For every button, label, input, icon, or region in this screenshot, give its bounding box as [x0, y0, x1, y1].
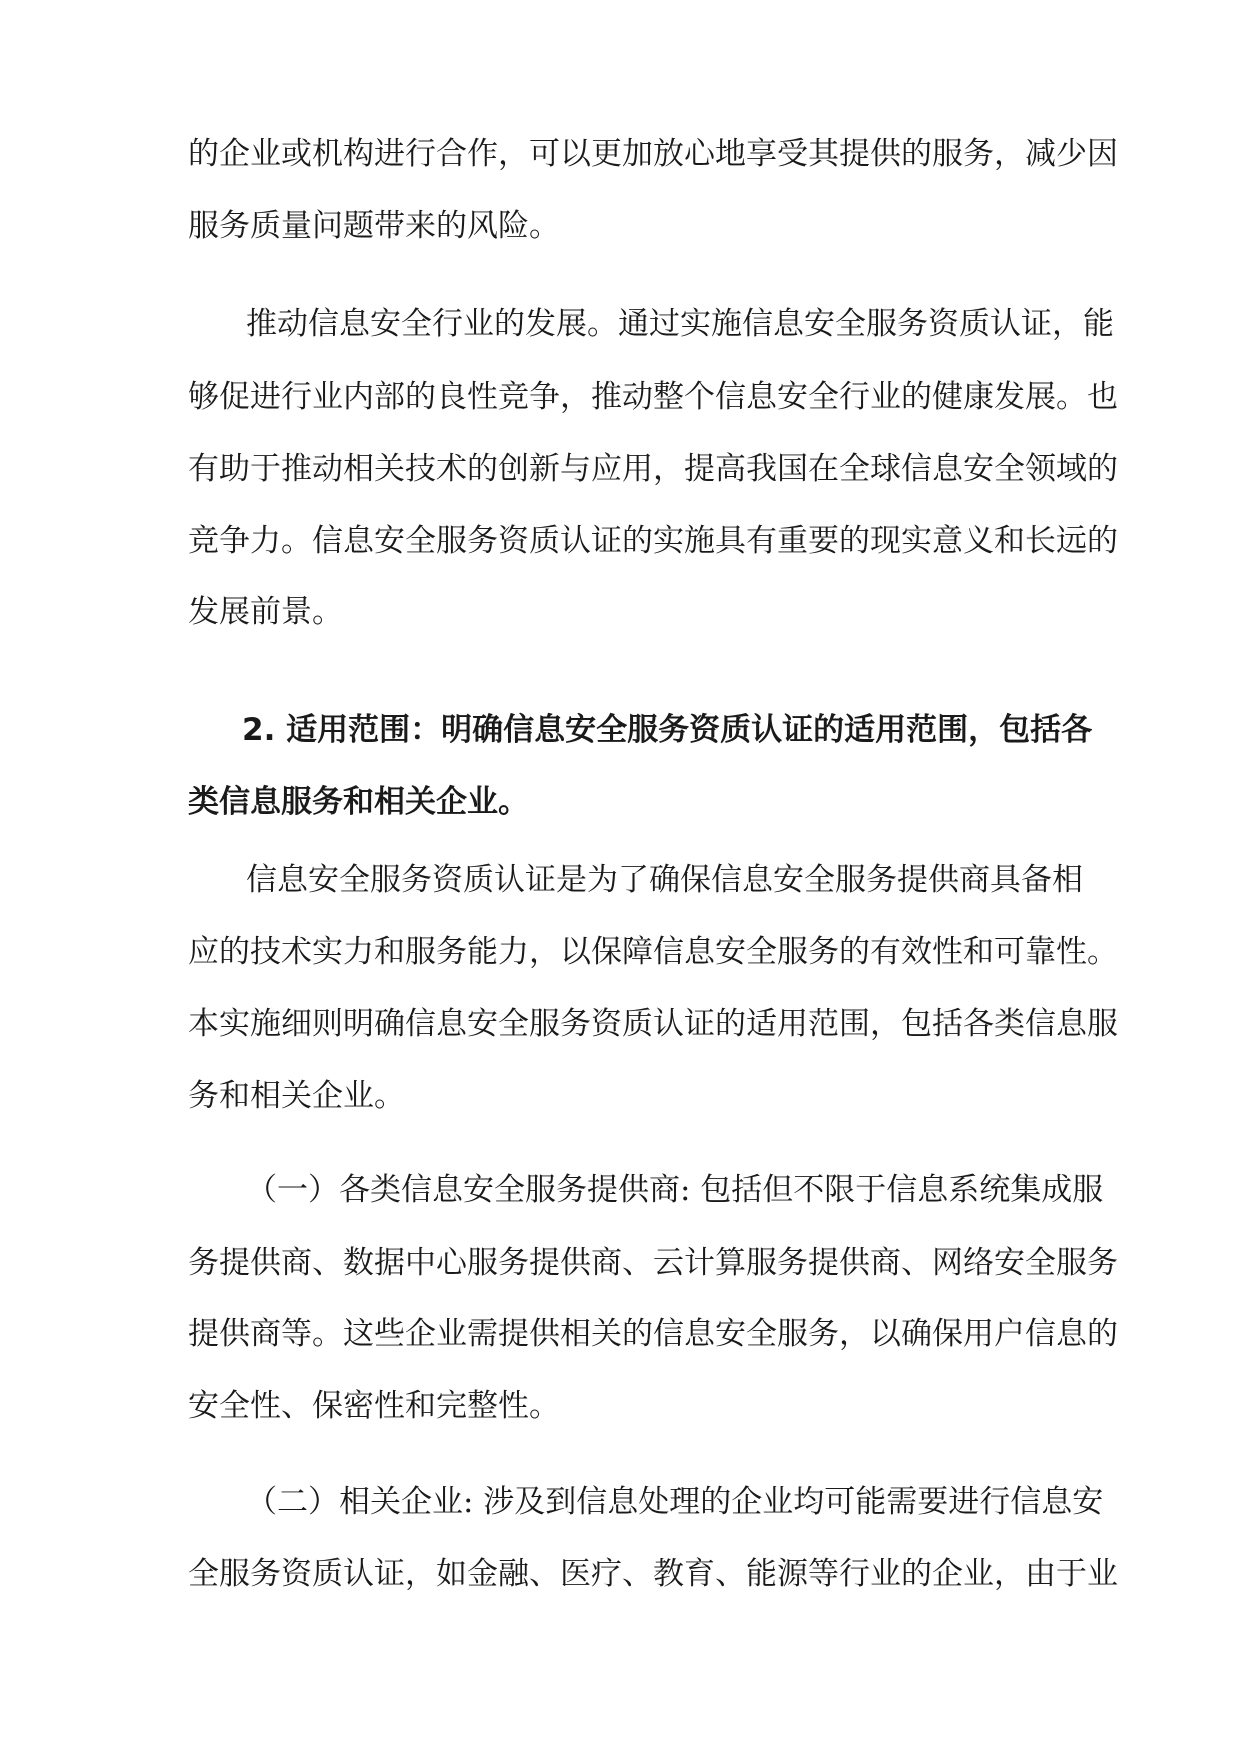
paragraph-start: 推动信息安全行业的发展。通过实施信息安全服务资质认证，能 [246, 306, 1114, 342]
text-line: 全服务资质认证，如金融、医疗、教育、能源等行业的企业，由于业 [188, 1556, 1118, 1592]
paragraph-start: 信息安全服务资质认证是为了确保信息安全服务提供商具备相 [246, 862, 1083, 898]
section-heading: 2. 适用范围：明确信息安全服务资质认证的适用范围，包括各 [242, 712, 1093, 748]
text-line: 的企业或机构进行合作，可以更加放心地享受其提供的服务，减少因 [188, 136, 1118, 172]
text-line: 有助于推动相关技术的创新与应用，提高我国在全球信息安全领域的 [188, 451, 1118, 487]
text-line: 服务质量问题带来的风险。 [188, 208, 560, 244]
section-heading-continuation: 类信息服务和相关企业。 [188, 784, 529, 820]
text-line: 提供商等。这些企业需提供相关的信息安全服务，以确保用户信息的 [188, 1316, 1118, 1352]
text-line: 本实施细则明确信息安全服务资质认证的适用范围，包括各类信息服 [188, 1006, 1118, 1042]
list-item-start: （二）相关企业: 涉及到信息处理的企业均可能需要进行信息安 [246, 1484, 1104, 1520]
text-line: 够促进行业内部的良性竞争，推动整个信息安全行业的健康发展。也 [188, 379, 1118, 415]
text-line: 务提供商、数据中心服务提供商、云计算服务提供商、网络安全服务 [188, 1245, 1118, 1281]
list-item-start: （一）各类信息安全服务提供商: 包括但不限于信息系统集成服 [246, 1172, 1104, 1208]
text-line: 安全性、保密性和完整性。 [188, 1388, 560, 1424]
text-line: 竞争力。信息安全服务资质认证的实施具有重要的现实意义和长远的 [188, 523, 1118, 559]
text-line: 发展前景。 [188, 594, 343, 630]
text-line: 应的技术实力和服务能力，以保障信息安全服务的有效性和可靠性。 [188, 934, 1118, 970]
text-line: 务和相关企业。 [188, 1078, 405, 1114]
